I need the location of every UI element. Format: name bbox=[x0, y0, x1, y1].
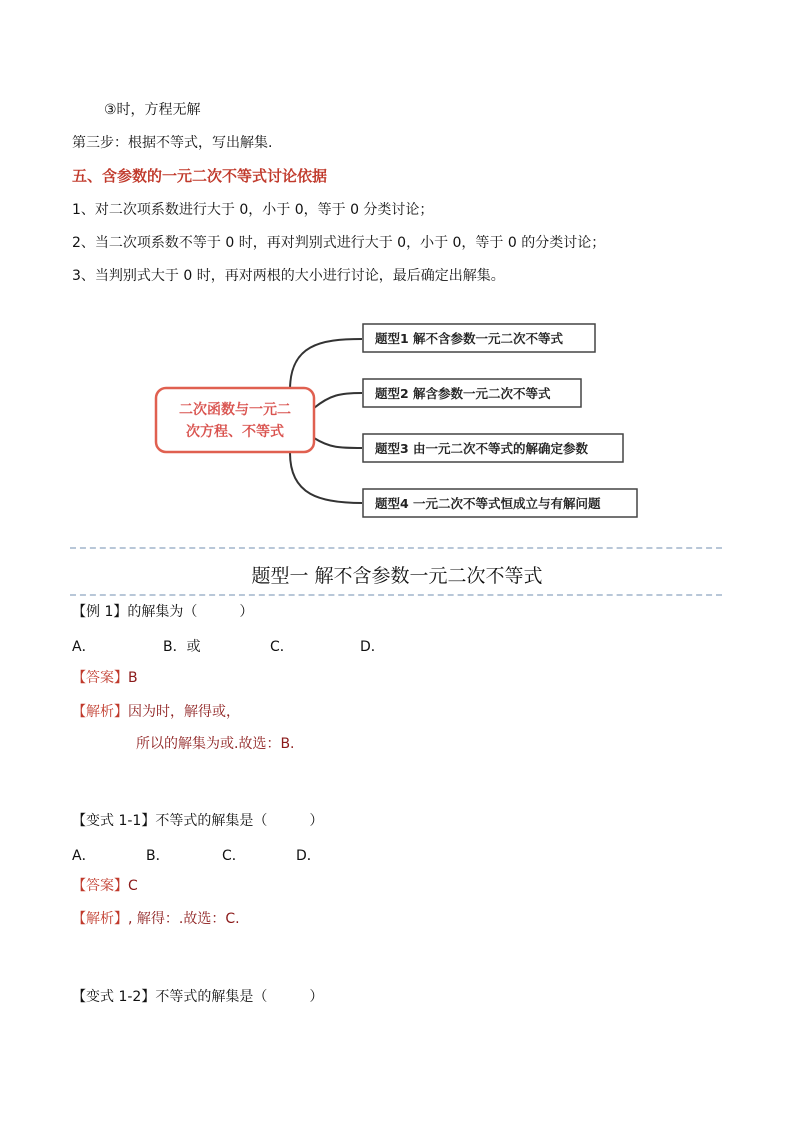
answer-value: C bbox=[128, 878, 138, 894]
mind-map-branch-4 bbox=[363, 489, 637, 517]
variant-1-1-option-a: A． bbox=[72, 848, 96, 864]
center-node-line-2: 次方程、不等式 bbox=[186, 424, 284, 440]
example-1-question: 【例 1】的解集为（ ） bbox=[72, 604, 254, 620]
example-1-option-b: B．或 bbox=[163, 639, 201, 655]
mind-map-branch-2 bbox=[363, 379, 581, 407]
mind-map bbox=[0, 310, 794, 530]
analysis-text: , 解得：.故选：C. bbox=[128, 911, 240, 927]
mind-map-connector-2 bbox=[314, 393, 362, 408]
answer-label: 【答案】 bbox=[72, 878, 128, 894]
variant-1-1-option-b: B． bbox=[146, 848, 170, 864]
example-1-analysis bbox=[72, 703, 240, 721]
example-1-option-c: C． bbox=[270, 639, 294, 655]
branch-2-label: 题型2 解含参数一元二次不等式 bbox=[375, 386, 551, 401]
center-node-line-1: 二次函数与一元二 bbox=[179, 402, 291, 418]
analysis-text: 因为时，解得或， bbox=[128, 704, 240, 720]
mind-map-connector-4 bbox=[290, 453, 362, 503]
section-5-item-1: 1、对二次项系数进行大于 0，小于 0，等于 0 分类讨论； bbox=[72, 202, 434, 218]
variant-1-1-option-d: D． bbox=[296, 848, 321, 864]
mind-map-branch-1 bbox=[363, 324, 595, 352]
example-1-option-a: A． bbox=[72, 639, 96, 655]
variant-1-1-question: 【变式 1-1】不等式的解集是（ ） bbox=[72, 813, 324, 829]
example-1-option-d: D． bbox=[360, 639, 385, 655]
mind-map-branch-3 bbox=[363, 434, 623, 462]
variant-1-1-option-c: C． bbox=[222, 848, 246, 864]
section-title: 题型一 解不含参数一元二次不等式 bbox=[251, 565, 543, 587]
variant-1-2-question: 【变式 1-2】不等式的解集是（ ） bbox=[72, 989, 324, 1005]
example-1-answer bbox=[72, 669, 138, 687]
analysis-label: 【解析】 bbox=[72, 704, 128, 720]
mind-map-connector-3 bbox=[314, 438, 362, 448]
analysis-label: 【解析】 bbox=[72, 911, 128, 927]
mind-map-center-node bbox=[156, 388, 314, 452]
variant-1-1-answer bbox=[72, 877, 138, 895]
section-5-heading: 五、含参数的一元二次不等式讨论依据 bbox=[72, 167, 328, 185]
section-5-item-3: 3、当判别式大于 0 时，再对两根的大小进行讨论，最后确定出解集。 bbox=[72, 268, 505, 284]
top-divider bbox=[70, 547, 722, 549]
section-5-item-2: 2、当二次项系数不等于 0 时，再对判别式进行大于 0，小于 0，等于 0 的分类讨论； bbox=[72, 235, 606, 251]
mind-map-connector-1 bbox=[290, 339, 362, 390]
branch-3-label: 题型3 由一元二次不等式的解确定参数 bbox=[375, 441, 589, 456]
branch-4-label: 题型4 一元二次不等式恒成立与有解问题 bbox=[375, 496, 601, 511]
bottom-divider bbox=[70, 594, 722, 596]
branch-1-label: 题型1 解不含参数一元二次不等式 bbox=[375, 331, 564, 346]
example-1-analysis-line-2: 所以的解集为或.故选：B. bbox=[136, 736, 295, 752]
step-3-text: 第三步：根据不等式，写出解集. bbox=[72, 135, 273, 151]
answer-label: 【答案】 bbox=[72, 670, 128, 686]
case-3-text: ③时，方程无解 bbox=[104, 102, 201, 118]
answer-value: B bbox=[128, 670, 138, 686]
variant-1-1-analysis bbox=[72, 910, 240, 928]
